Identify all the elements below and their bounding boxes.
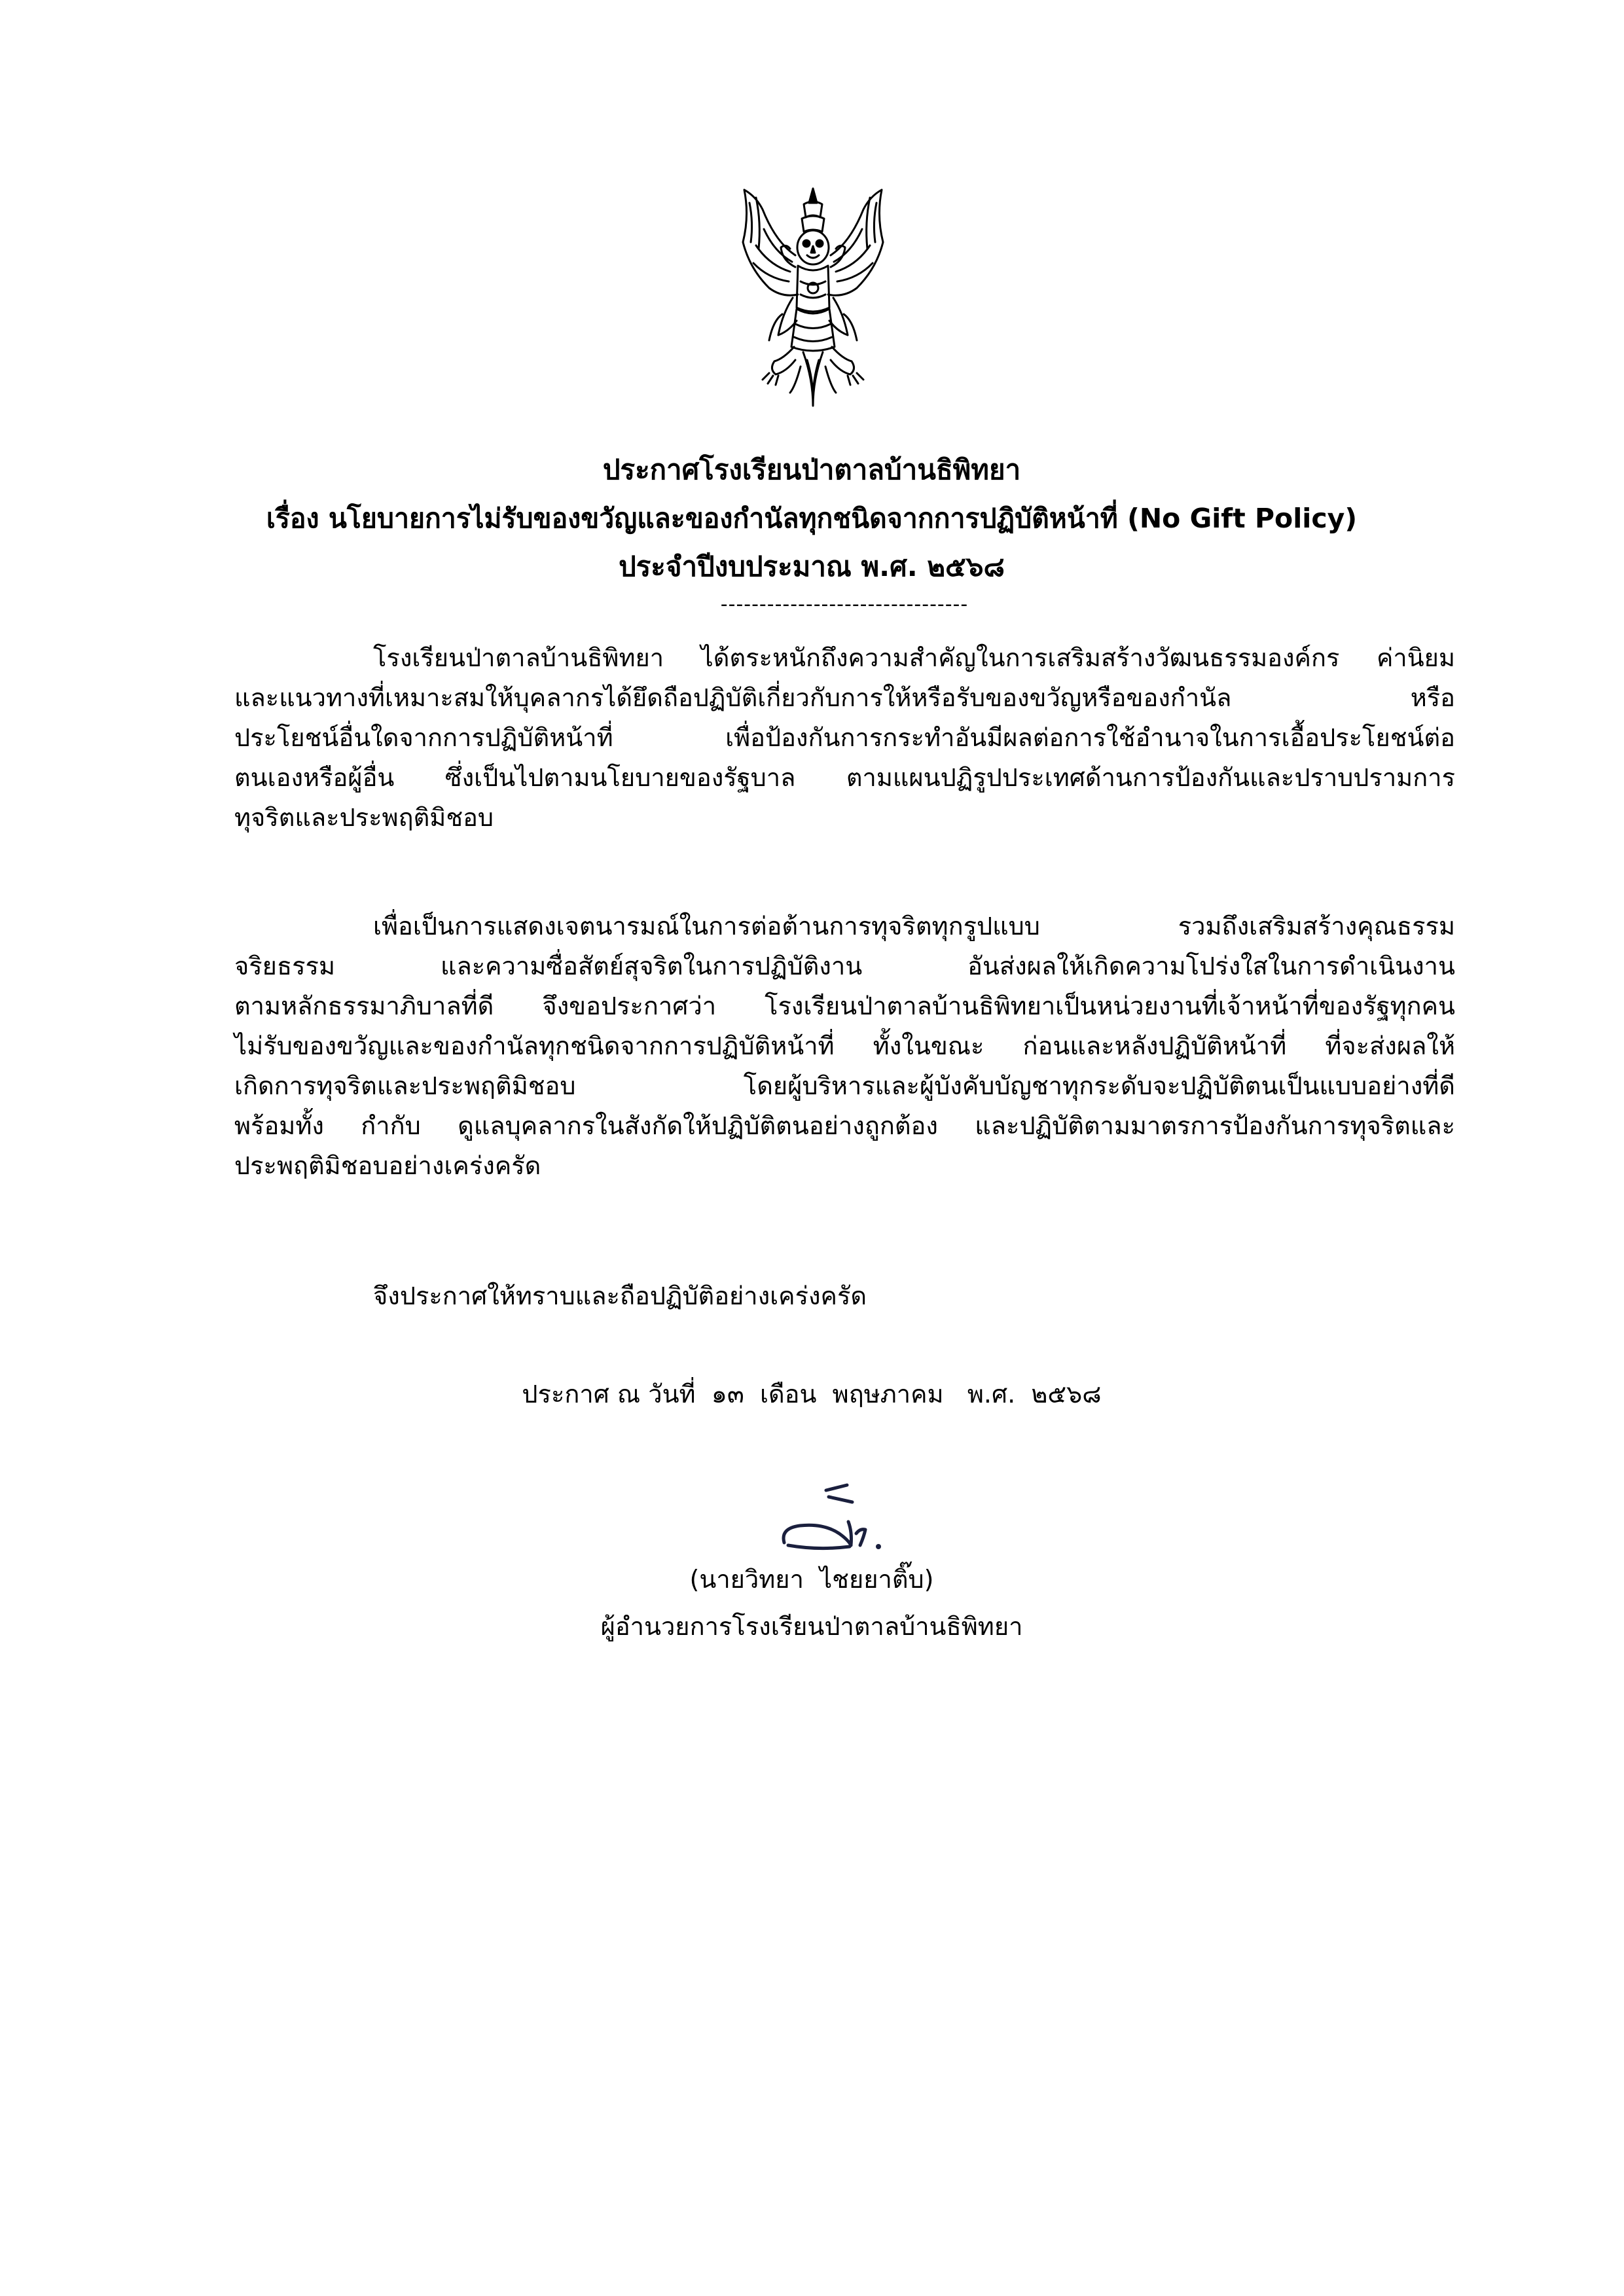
paragraph-2-line: ประพฤติมิชอบอย่างเคร่งครัด — [234, 1151, 541, 1180]
announcement-date: ประกาศ ณ วันที่ ๑๓ เดือน พฤษภาคม พ.ศ. ๒๕๖๘ — [522, 1380, 1102, 1408]
paragraph-2-line: เพื่อเป็นการแสดงเจตนารมณ์ในการต่อต้านการทุจริตทุกรูปแบบ รวมถึงเสริมสร้างคุณธรรม — [373, 912, 1455, 941]
announcement-subject: เรื่อง นโยบายการไม่รับของขวัญและของกำนัลทุกชนิดจากการปฏิบัติหน้าที่ (No Gift Policy) — [266, 503, 1358, 534]
paragraph-2 — [234, 906, 1455, 1186]
paragraph-1-line: ทุจริตและประพฤติมิชอบ — [234, 803, 494, 832]
paragraph-1 — [234, 638, 1455, 838]
announcement-title: ประกาศโรงเรียนป่าตาลบ้านธิพิทยา — [602, 454, 1021, 486]
signature-mark — [766, 1482, 923, 1558]
paragraph-2-line: เกิดการทุจริตและประพฤติมิชอบ โดยผู้บริหารและผู้บังคับบัญชาทุกระดับจะปฏิบัติตนเป็นแบบอย่างที่ดี — [234, 1071, 1455, 1100]
paragraph-1-line: ตนเองหรือผู้อื่น ซึ่งเป็นไปตามนโยบายของรัฐบาล ตามแผนปฏิรูปประเทศด้านการป้องกันและปราบปรามการ — [234, 763, 1455, 792]
garuda-emblem-icon — [730, 183, 897, 412]
paragraph-2-line: ไม่รับของขวัญและของกำนัลทุกชนิดจากการปฏิบัติหน้าที่ ทั้งในขณะ ก่อนและหลังปฏิบัติหน้าที่ ที่จะส่งผลให้ — [234, 1031, 1455, 1060]
paragraph-3: จึงประกาศให้ทราบและถือปฏิบัติอย่างเคร่งครัด — [373, 1282, 867, 1310]
paragraph-2-line: จริยธรรม และความซื่อสัตย์สุจริตในการปฏิบัติงาน อันส่งผลให้เกิดความโปร่งใสในการดำเนินงาน — [234, 952, 1455, 980]
fiscal-year: ประจำปีงบประมาณ พ.ศ. ๒๕๖๘ — [619, 550, 1005, 583]
paragraph-1-line: และแนวทางที่เหมาะสมให้บุคลากรได้ยึดถือปฏิบัติเกี่ยวกับการให้หรือรับของขวัญหรือของกำนัล หรือ — [234, 683, 1455, 712]
signatory-name: (นายวิทยา ไชยยาติ๊บ) — [689, 1565, 934, 1594]
paragraph-1-line: โรงเรียนป่าตาลบ้านธิพิทยา ได้ตระหนักถึงความสำคัญในการเสริมสร้างวัฒนธรรมองค์กร ค่านิยม — [373, 643, 1455, 672]
signatory-position: ผู้อำนวยการโรงเรียนป่าตาลบ้านธิพิทยา — [600, 1612, 1023, 1641]
title-divider: -------------------------------- — [720, 593, 969, 616]
paragraph-1-line: ประโยชน์อื่นใดจากการปฏิบัติหน้าที่ เพื่อป้องกันการกระทำอันมีผลต่อการใช้อำนาจในการเอื้อประโยชน์ต่อ — [234, 723, 1455, 752]
paragraph-2-line: พร้อมทั้ง กำกับ ดูแลบุคลากรในสังกัดให้ปฏิบัติตนอย่างถูกต้อง และปฏิบัติตามมาตรการป้องกันการทุจริตและ — [234, 1111, 1455, 1140]
paragraph-2-line: ตามหลักธรรมาภิบาลที่ดี จึงขอประกาศว่า โรงเรียนป่าตาลบ้านธิพิทยาเป็นหน่วยงานที่เจ้าหน้าที่ของรัฐทุกคน — [234, 992, 1455, 1020]
